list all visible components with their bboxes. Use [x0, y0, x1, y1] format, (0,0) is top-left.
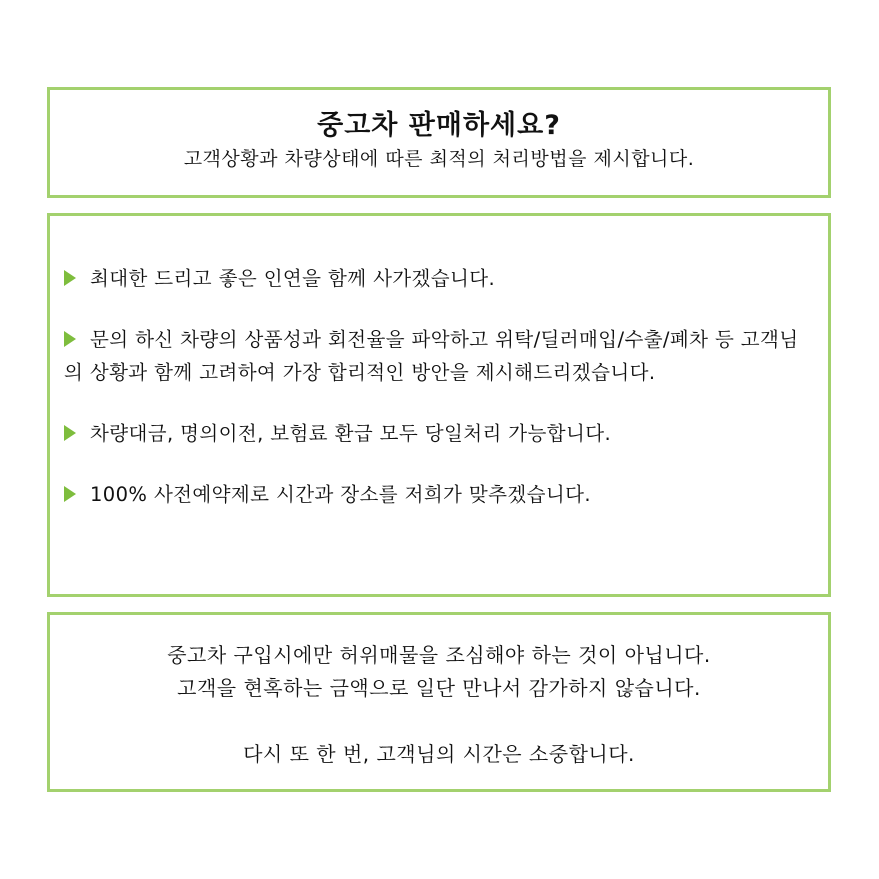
triangle-right-icon: [64, 331, 76, 347]
notice-line: 중고차 구입시에만 허위매물을 조심해야 하는 것이 아닙니다.: [167, 643, 711, 667]
list-item: [64, 323, 816, 389]
triangle-right-icon: [64, 270, 76, 286]
notice-closing-line: 다시 또 한 번, 고객님의 시간은 소중합니다.: [243, 742, 635, 766]
page-subtitle: 고객상황과 차량상태에 따른 최적의 처리방법을 제시합니다.: [183, 148, 695, 170]
notice-box: [47, 612, 831, 792]
info-list: [64, 262, 816, 539]
spacer: [50, 705, 828, 738]
list-item-text: 문의 하신 차량의 상품성과 회전율을 파악하고 위탁/딜러매입/수출/폐차 등 고객님의 상황과 함께 고려하여 가장 합리적인 방안을 제시해드리겠습니다.: [64, 328, 799, 384]
info-box: [47, 213, 831, 597]
list-item-text: 최대한 드리고 좋은 인연을 함께 사가겠습니다.: [90, 267, 496, 290]
list-item-text: 차량대금, 명의이전, 보험료 환급 모두 당일처리 가능합니다.: [90, 422, 612, 445]
notice-line: 고객을 현혹하는 금액으로 일단 만나서 감가하지 않습니다.: [177, 676, 701, 700]
triangle-right-icon: [64, 486, 76, 502]
list-item: [64, 417, 816, 450]
list-item: [64, 262, 816, 295]
list-item: [64, 478, 816, 511]
triangle-right-icon: [64, 425, 76, 441]
list-item-text: 100% 사전예약제로 시간과 장소를 저희가 맞추겠습니다.: [90, 483, 591, 506]
notice-text: [50, 639, 828, 771]
header-box: [47, 87, 831, 198]
page-title: 중고차 판매하세요?: [317, 110, 561, 141]
